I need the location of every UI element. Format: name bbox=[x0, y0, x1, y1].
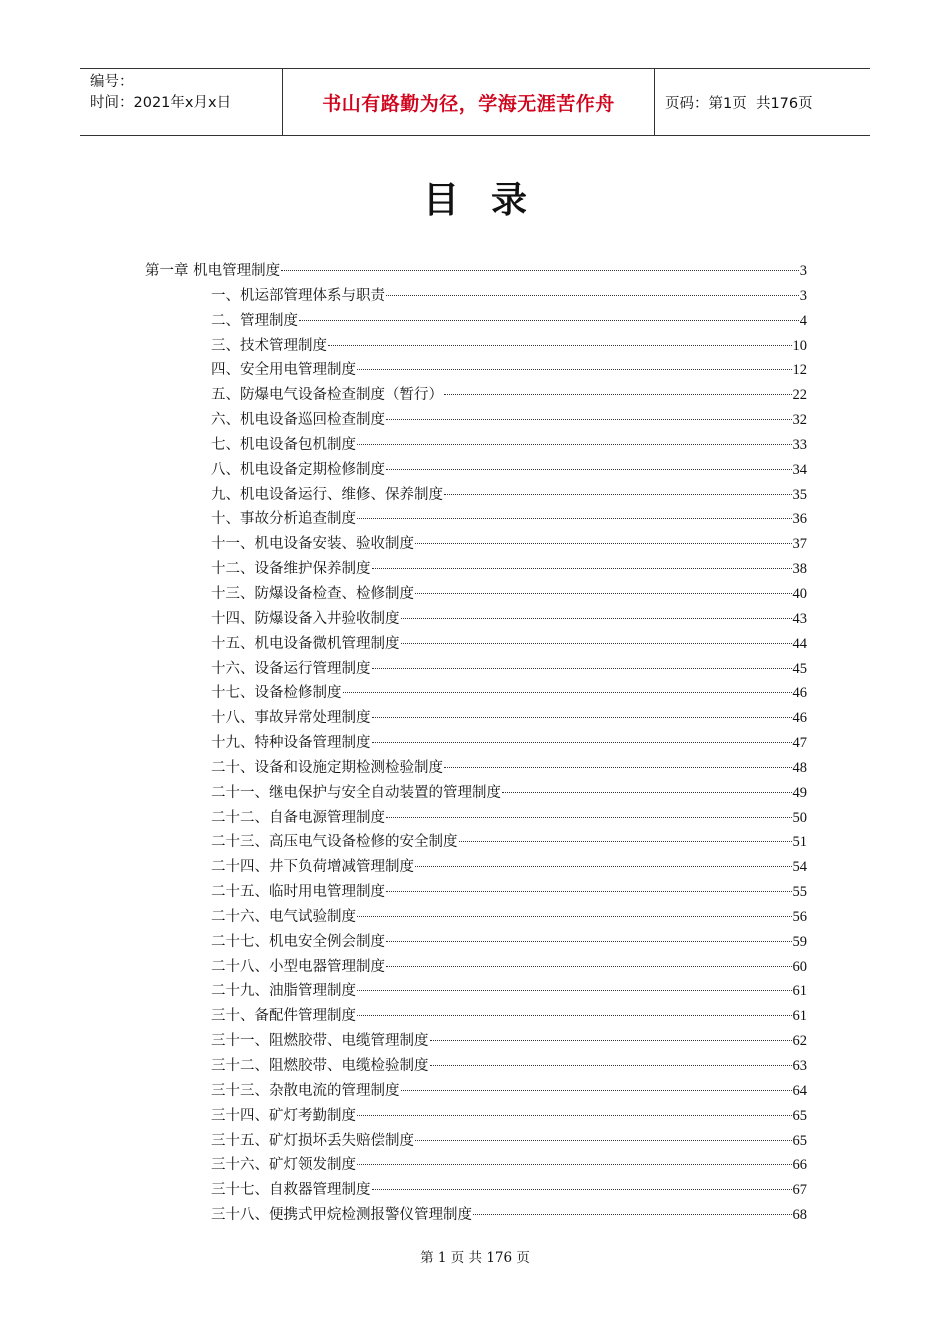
toc-entry[interactable] bbox=[145, 657, 807, 682]
toc-entry-page: 55 bbox=[792, 884, 807, 901]
toc-entry[interactable] bbox=[145, 1004, 807, 1029]
toc-entry[interactable] bbox=[145, 1054, 807, 1079]
toc-entry[interactable] bbox=[145, 930, 807, 955]
toc-entry-title: 九、机电设备运行、维修、保养制度 bbox=[211, 486, 443, 503]
toc-entry[interactable] bbox=[145, 756, 807, 781]
toc-entry-title: 十八、事故异常处理制度 bbox=[211, 710, 371, 727]
toc-entry-title: 十三、防爆设备检查、检修制度 bbox=[211, 585, 414, 602]
toc-entry[interactable] bbox=[145, 681, 807, 706]
toc-entry-page: 61 bbox=[792, 1008, 807, 1025]
toc-entry[interactable] bbox=[145, 309, 807, 334]
toc-entry[interactable] bbox=[145, 1153, 807, 1178]
toc-dot-leader bbox=[444, 494, 792, 495]
toc-entry[interactable] bbox=[145, 408, 807, 433]
toc-entry-title: 二十七、机电安全例会制度 bbox=[211, 933, 385, 950]
header-motto: 书山有路勤为径，学海无涯苦作舟 bbox=[283, 69, 655, 135]
toc-dot-leader bbox=[386, 941, 792, 942]
toc-entry-title: 十五、机电设备微机管理制度 bbox=[211, 635, 400, 652]
toc-entry-title: 三十六、矿灯领发制度 bbox=[211, 1157, 356, 1174]
toc-entry-page: 50 bbox=[792, 809, 807, 826]
toc-dot-leader bbox=[357, 990, 792, 991]
toc-entry[interactable] bbox=[145, 1203, 807, 1228]
toc-dot-leader bbox=[372, 1189, 792, 1190]
toc-entry-title: 十六、设备运行管理制度 bbox=[211, 660, 371, 677]
toc-entry-title: 三十四、矿灯考勤制度 bbox=[211, 1107, 356, 1124]
toc-dot-leader bbox=[357, 916, 792, 917]
toc-dot-leader bbox=[444, 394, 792, 395]
toc-entry[interactable] bbox=[145, 607, 807, 632]
toc-dot-leader bbox=[386, 419, 792, 420]
toc-entry-title: 十二、设备维护保养制度 bbox=[211, 561, 371, 578]
toc-entry-title: 十七、设备检修制度 bbox=[211, 685, 342, 702]
toc-entry[interactable] bbox=[145, 706, 807, 731]
page-header bbox=[80, 68, 870, 136]
toc-entry-page: 38 bbox=[792, 561, 807, 578]
toc-entry[interactable] bbox=[145, 1104, 807, 1129]
toc-dot-leader bbox=[415, 543, 792, 544]
toc-entry-page: 60 bbox=[792, 958, 807, 975]
toc-entry-title: 二十四、井下负荷增减管理制度 bbox=[211, 859, 414, 876]
toc-entry-title: 三、技术管理制度 bbox=[211, 337, 327, 354]
toc-dot-leader bbox=[343, 692, 792, 693]
toc-dot-leader bbox=[386, 891, 792, 892]
toc-entry-page: 68 bbox=[792, 1207, 807, 1224]
page-footer: 第 1 页 共 176 页 bbox=[420, 1250, 530, 1266]
toc-dot-leader bbox=[415, 866, 792, 867]
toc-dot-leader bbox=[459, 841, 792, 842]
toc-dot-leader bbox=[473, 1214, 792, 1215]
toc-entry[interactable] bbox=[145, 507, 807, 532]
toc-entry-page: 44 bbox=[792, 635, 807, 652]
table-of-contents bbox=[145, 259, 807, 1228]
document-date: 时间：2021年x月x日 bbox=[90, 95, 232, 111]
toc-entry-page: 40 bbox=[792, 585, 807, 602]
toc-entry-title: 三十二、阻燃胶带、电缆检验制度 bbox=[211, 1058, 429, 1074]
toc-entry[interactable] bbox=[145, 1079, 807, 1104]
toc-entry-page: 65 bbox=[792, 1107, 807, 1124]
toc-entry-page: 45 bbox=[792, 660, 807, 677]
toc-entry[interactable] bbox=[145, 334, 807, 359]
toc-entry-page: 51 bbox=[792, 834, 807, 851]
toc-entry-page: 47 bbox=[792, 735, 807, 752]
toc-entry[interactable] bbox=[145, 955, 807, 980]
toc-entry[interactable] bbox=[145, 781, 807, 806]
toc-entry-title: 二、管理制度 bbox=[211, 312, 298, 329]
toc-dot-leader bbox=[386, 295, 799, 296]
toc-entry[interactable] bbox=[145, 284, 807, 309]
toc-entry-page: 3 bbox=[799, 287, 807, 304]
toc-entry-page: 63 bbox=[792, 1058, 807, 1074]
header-meta bbox=[80, 69, 283, 135]
toc-entry-title: 十四、防爆设备入井验收制度 bbox=[211, 610, 400, 627]
toc-dot-leader bbox=[357, 444, 792, 445]
toc-entry-title: 三十三、杂散电流的管理制度 bbox=[211, 1082, 400, 1099]
toc-entry-title: 五、防爆电气设备检查制度（暂行） bbox=[211, 387, 443, 404]
toc-entry-page: 49 bbox=[792, 784, 807, 801]
toc-dot-leader bbox=[401, 618, 792, 619]
toc-dot-leader bbox=[386, 817, 792, 818]
toc-entry-title: 二十九、油脂管理制度 bbox=[211, 983, 356, 1000]
toc-entry[interactable] bbox=[145, 1029, 807, 1054]
toc-entry-title: 第一章 机电管理制度 bbox=[145, 263, 281, 279]
toc-entry[interactable] bbox=[145, 855, 807, 880]
toc-dot-leader bbox=[401, 643, 792, 644]
toc-entry-page: 65 bbox=[792, 1132, 807, 1149]
toc-dot-leader bbox=[372, 742, 792, 743]
toc-entry-page: 48 bbox=[792, 759, 807, 776]
toc-entry-title: 二十二、自备电源管理制度 bbox=[211, 809, 385, 826]
toc-entry[interactable] bbox=[145, 358, 807, 383]
toc-entry-title: 八、机电设备定期检修制度 bbox=[211, 461, 385, 478]
toc-entry[interactable] bbox=[145, 557, 807, 582]
toc-entry-title: 三十八、便携式甲烷检测报警仪管理制度 bbox=[211, 1207, 472, 1224]
toc-entry-page: 22 bbox=[792, 387, 807, 404]
toc-entry-page: 4 bbox=[799, 312, 807, 329]
toc-entry-page: 35 bbox=[792, 486, 807, 503]
toc-entry-title: 二十一、继电保护与安全自动装置的管理制度 bbox=[211, 784, 501, 801]
toc-entry-page: 66 bbox=[792, 1157, 807, 1174]
toc-entry-page: 59 bbox=[792, 933, 807, 950]
toc-entry-page: 64 bbox=[792, 1082, 807, 1099]
toc-dot-leader bbox=[415, 593, 792, 594]
toc-dot-leader bbox=[415, 1140, 792, 1141]
toc-dot-leader bbox=[357, 1015, 792, 1016]
toc-dot-leader bbox=[372, 668, 792, 669]
document-number-label: 编号： bbox=[90, 74, 134, 90]
toc-entry-title: 二十六、电气试验制度 bbox=[211, 908, 356, 925]
toc-entry[interactable] bbox=[145, 830, 807, 855]
toc-entry-page: 3 bbox=[799, 263, 807, 279]
toc-entry-title: 三十七、自救器管理制度 bbox=[211, 1182, 371, 1199]
toc-entry-title: 十九、特种设备管理制度 bbox=[211, 735, 371, 752]
toc-entry-title: 十、事故分析追查制度 bbox=[211, 511, 356, 528]
toc-entry-title: 十一、机电设备安装、验收制度 bbox=[211, 536, 414, 553]
toc-entry[interactable] bbox=[145, 806, 807, 831]
toc-entry-title: 二十五、临时用电管理制度 bbox=[211, 884, 385, 901]
toc-dot-leader bbox=[357, 1164, 792, 1165]
toc-entry[interactable] bbox=[145, 483, 807, 508]
toc-entry-page: 61 bbox=[792, 983, 807, 1000]
toc-entry[interactable] bbox=[145, 731, 807, 756]
toc-entry-title: 二十三、高压电气设备检修的安全制度 bbox=[211, 834, 458, 851]
toc-entry-page: 37 bbox=[792, 536, 807, 553]
toc-entry-title: 四、安全用电管理制度 bbox=[211, 362, 356, 379]
toc-entry[interactable] bbox=[145, 905, 807, 930]
toc-dot-leader bbox=[372, 717, 792, 718]
toc-dot-leader bbox=[372, 568, 792, 569]
toc-entry[interactable] bbox=[145, 1178, 807, 1203]
toc-dot-leader bbox=[401, 1090, 792, 1091]
toc-entry[interactable] bbox=[145, 880, 807, 905]
toc-entry[interactable] bbox=[145, 383, 807, 408]
toc-dot-leader bbox=[357, 369, 792, 370]
toc-entry-title: 二十、设备和设施定期检测检验制度 bbox=[211, 759, 443, 776]
toc-entry[interactable] bbox=[145, 582, 807, 607]
toc-entry[interactable] bbox=[145, 632, 807, 657]
toc-entry-page: 54 bbox=[792, 859, 807, 876]
toc-dot-leader bbox=[444, 767, 792, 768]
toc-dot-leader bbox=[328, 345, 792, 346]
toc-dot-leader bbox=[430, 1040, 792, 1041]
toc-entry-title: 二十八、小型电器管理制度 bbox=[211, 958, 385, 975]
toc-entry-page: 46 bbox=[792, 685, 807, 702]
toc-dot-leader bbox=[357, 518, 792, 519]
toc-entry-page: 46 bbox=[792, 710, 807, 727]
toc-entry-page: 62 bbox=[792, 1033, 807, 1050]
toc-dot-leader bbox=[430, 1065, 792, 1066]
toc-entry-title: 七、机电设备包机制度 bbox=[211, 436, 356, 453]
toc-dot-leader bbox=[299, 320, 799, 321]
page-title: 目录 bbox=[422, 180, 559, 221]
toc-entry-title: 三十一、阻燃胶带、电缆管理制度 bbox=[211, 1033, 429, 1050]
toc-entry[interactable] bbox=[145, 1129, 807, 1154]
toc-dot-leader bbox=[502, 792, 792, 793]
toc-entry-page: 33 bbox=[792, 436, 807, 453]
toc-dot-leader bbox=[281, 270, 799, 271]
toc-entry-page: 67 bbox=[792, 1182, 807, 1199]
toc-entry-title: 三十五、矿灯损坏丢失赔偿制度 bbox=[211, 1132, 414, 1149]
toc-entry-page: 34 bbox=[792, 461, 807, 478]
toc-entry[interactable] bbox=[145, 433, 807, 458]
toc-entry[interactable] bbox=[145, 979, 807, 1004]
toc-entry-page: 10 bbox=[792, 337, 807, 354]
toc-entry[interactable] bbox=[145, 458, 807, 483]
toc-entry-title: 三十、备配件管理制度 bbox=[211, 1008, 356, 1025]
toc-entry-page: 56 bbox=[792, 908, 807, 925]
toc-entry[interactable] bbox=[145, 532, 807, 557]
toc-dot-leader bbox=[357, 1115, 792, 1116]
toc-entry-page: 32 bbox=[792, 412, 807, 429]
toc-entry-page: 43 bbox=[792, 610, 807, 627]
toc-entry-page: 12 bbox=[792, 362, 807, 379]
toc-dot-leader bbox=[386, 966, 792, 967]
header-page-info: 页码：第1页 共176页 bbox=[665, 95, 813, 112]
toc-entry-page: 36 bbox=[792, 511, 807, 528]
toc-entry[interactable] bbox=[145, 259, 807, 284]
toc-entry-title: 六、机电设备巡回检查制度 bbox=[211, 412, 385, 429]
toc-entry-title: 一、机运部管理体系与职责 bbox=[211, 287, 385, 304]
toc-dot-leader bbox=[386, 469, 792, 470]
